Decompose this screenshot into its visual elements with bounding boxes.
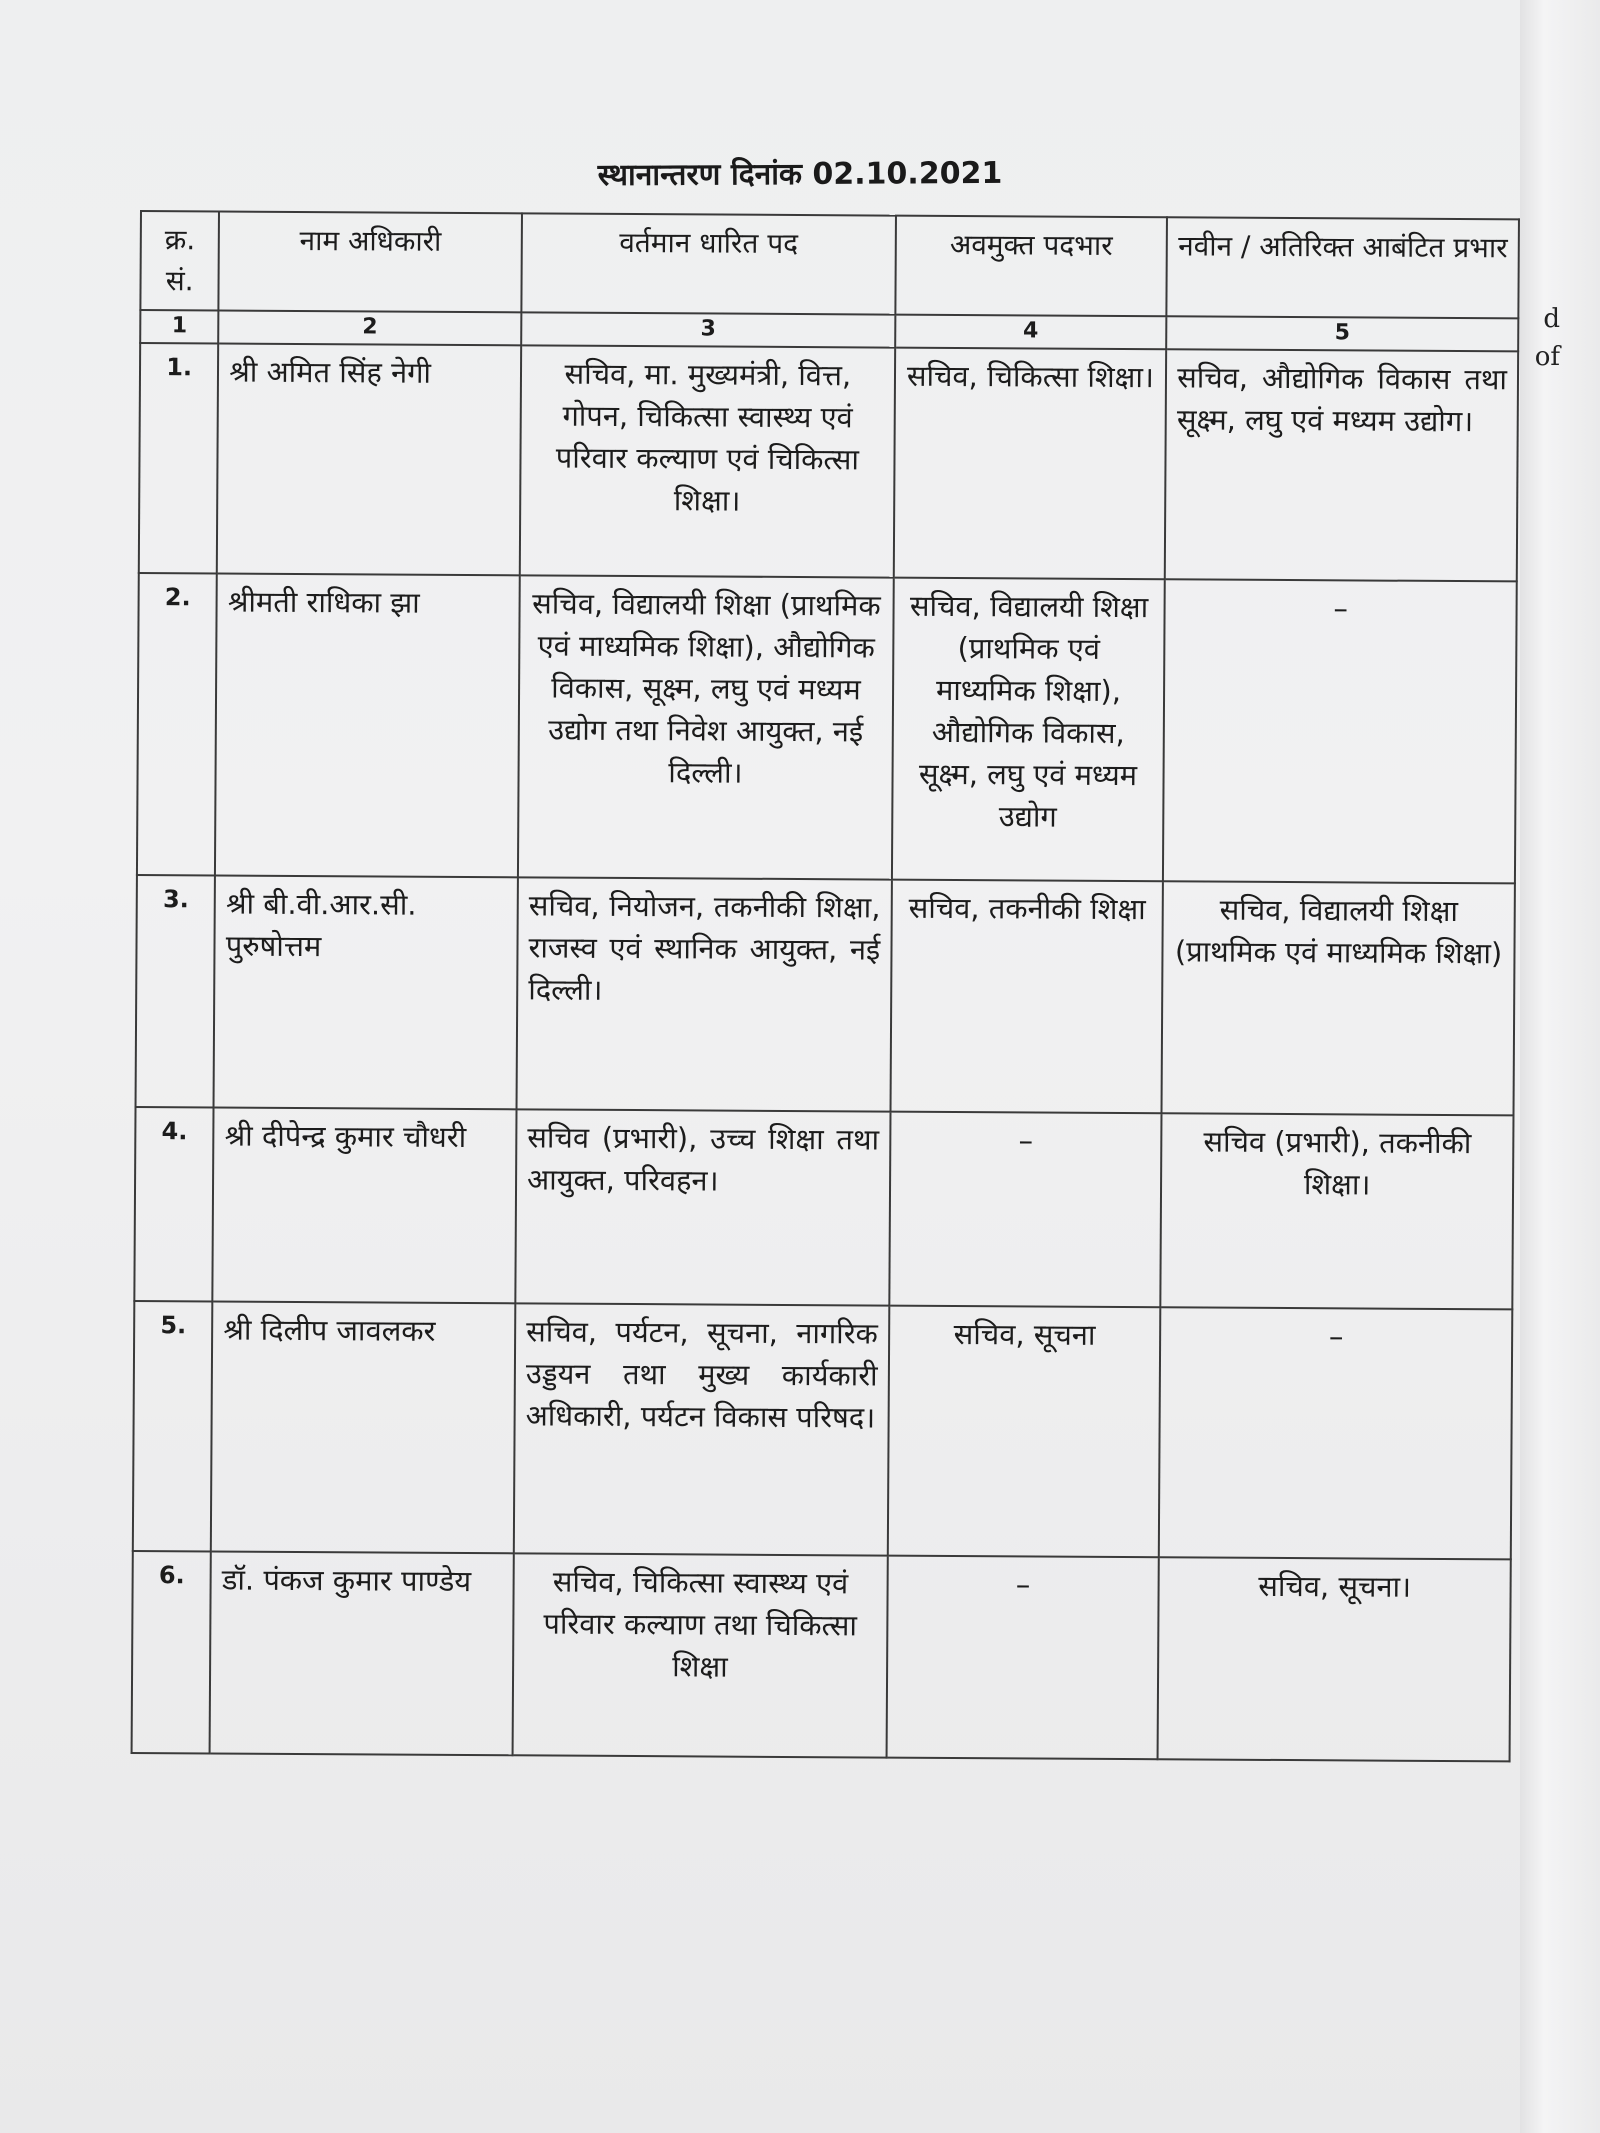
edge-text-1: d <box>1543 304 1560 334</box>
serial-number: 3. <box>136 875 216 1107</box>
new-charge: – <box>1159 1307 1512 1559</box>
relieved-charge: – <box>889 1111 1162 1307</box>
relieved-charge: सचिव, सूचना <box>888 1305 1161 1557</box>
serial-number: 2. <box>137 573 217 875</box>
table-header-row <box>140 211 1519 319</box>
serial-number: 5. <box>133 1301 213 1551</box>
table-row <box>137 573 1517 883</box>
serial-number: 1. <box>139 343 219 573</box>
transfer-table <box>131 210 1520 1762</box>
header-current-post: वर्तमान धारित पद <box>521 213 895 314</box>
current-post: सचिव, नियोजन, तकनीकी शिक्षा, राजस्व एवं स्थानिक आयुक्त, नई दिल्ली। <box>517 877 892 1111</box>
officer-name: श्री दिलीप जावलकर <box>211 1301 515 1553</box>
new-charge: सचिव, विद्यालयी शिक्षा (प्राथमिक एवं माध्यमिक शिक्षा) <box>1162 881 1515 1115</box>
column-number: 3 <box>521 313 895 348</box>
serial-number: 4. <box>134 1107 213 1301</box>
officer-name: डॉ. पंकज कुमार पाण्डेय <box>210 1551 514 1755</box>
column-number: 1 <box>140 310 218 343</box>
new-charge: सचिव, सूचना। <box>1158 1557 1511 1761</box>
column-number: 4 <box>895 315 1167 349</box>
header-relieved-charge: अवमुक्त पदभार <box>895 216 1167 317</box>
current-post: सचिव, पर्यटन, सूचना, नागरिक उड्डयन तथा मुख्य कार्यकारी अधिकारी, पर्यटन विकास परिषद। <box>514 1303 889 1555</box>
document-title: स्थानान्तरण दिनांक 02.10.2021 <box>597 155 1003 194</box>
current-post: सचिव (प्रभारी), उच्च शिक्षा तथा आयुक्त, परिवहन। <box>515 1109 890 1305</box>
table-row <box>136 875 1515 1115</box>
relieved-charge: – <box>886 1555 1159 1759</box>
officer-name: श्री अमित सिंह नेगी <box>217 343 521 575</box>
current-post: सचिव, विद्यालयी शिक्षा (प्राथमिक एवं माध्यमिक शिक्षा), औद्योगिक विकास, सूक्ष्म, लघु एवं मध्यम उद्योग तथा निवेश आयुक्त, नई दिल्ली। <box>518 575 894 879</box>
officer-name: श्रीमती राधिका झा <box>215 573 520 877</box>
new-charge: सचिव, औद्योगिक विकास तथा सूक्ष्म, लघु एवं मध्यम उद्योग। <box>1165 349 1518 581</box>
officer-name: श्री दीपेन्द्र कुमार चौधरी <box>213 1107 517 1303</box>
current-post: सचिव, मा. मुख्यमंत्री, वित्त, गोपन, चिकित्सा स्वास्थ्य एवं परिवार कल्याण एवं चिकित्सा शिक्षा। <box>520 345 895 577</box>
table-row <box>132 1551 1511 1761</box>
new-charge: – <box>1163 579 1517 883</box>
officer-name: श्री बी.वी.आर.सी. पुरुषोत्तम <box>214 875 518 1109</box>
column-number: 5 <box>1166 316 1518 351</box>
edge-text-2: of <box>1534 342 1560 372</box>
header-serial: क्र. सं. <box>140 211 219 311</box>
table-row <box>139 343 1518 581</box>
table-row <box>134 1107 1513 1309</box>
table-row <box>133 1301 1513 1559</box>
relieved-charge: सचिव, चिकित्सा शिक्षा। <box>894 347 1167 579</box>
relieved-charge: सचिव, तकनीकी शिक्षा <box>890 879 1163 1113</box>
relieved-charge: सचिव, विद्यालयी शिक्षा (प्राथमिक एवं माध्यमिक शिक्षा), औद्योगिक विकास, सूक्ष्म, लघु एवं मध्यम उद्योग <box>892 577 1165 881</box>
serial-number: 6. <box>132 1551 212 1753</box>
header-new-charge: नवीन / अतिरिक्त आबंटित प्रभार <box>1167 217 1519 318</box>
new-charge: सचिव (प्रभारी), तकनीकी शिक्षा। <box>1160 1113 1513 1309</box>
column-number: 2 <box>218 311 521 345</box>
adjacent-page-text <box>1530 300 1560 376</box>
current-post: सचिव, चिकित्सा स्वास्थ्य एवं परिवार कल्याण तथा चिकित्सा शिक्षा <box>513 1553 888 1757</box>
header-officer-name: नाम अधिकारी <box>219 211 522 312</box>
